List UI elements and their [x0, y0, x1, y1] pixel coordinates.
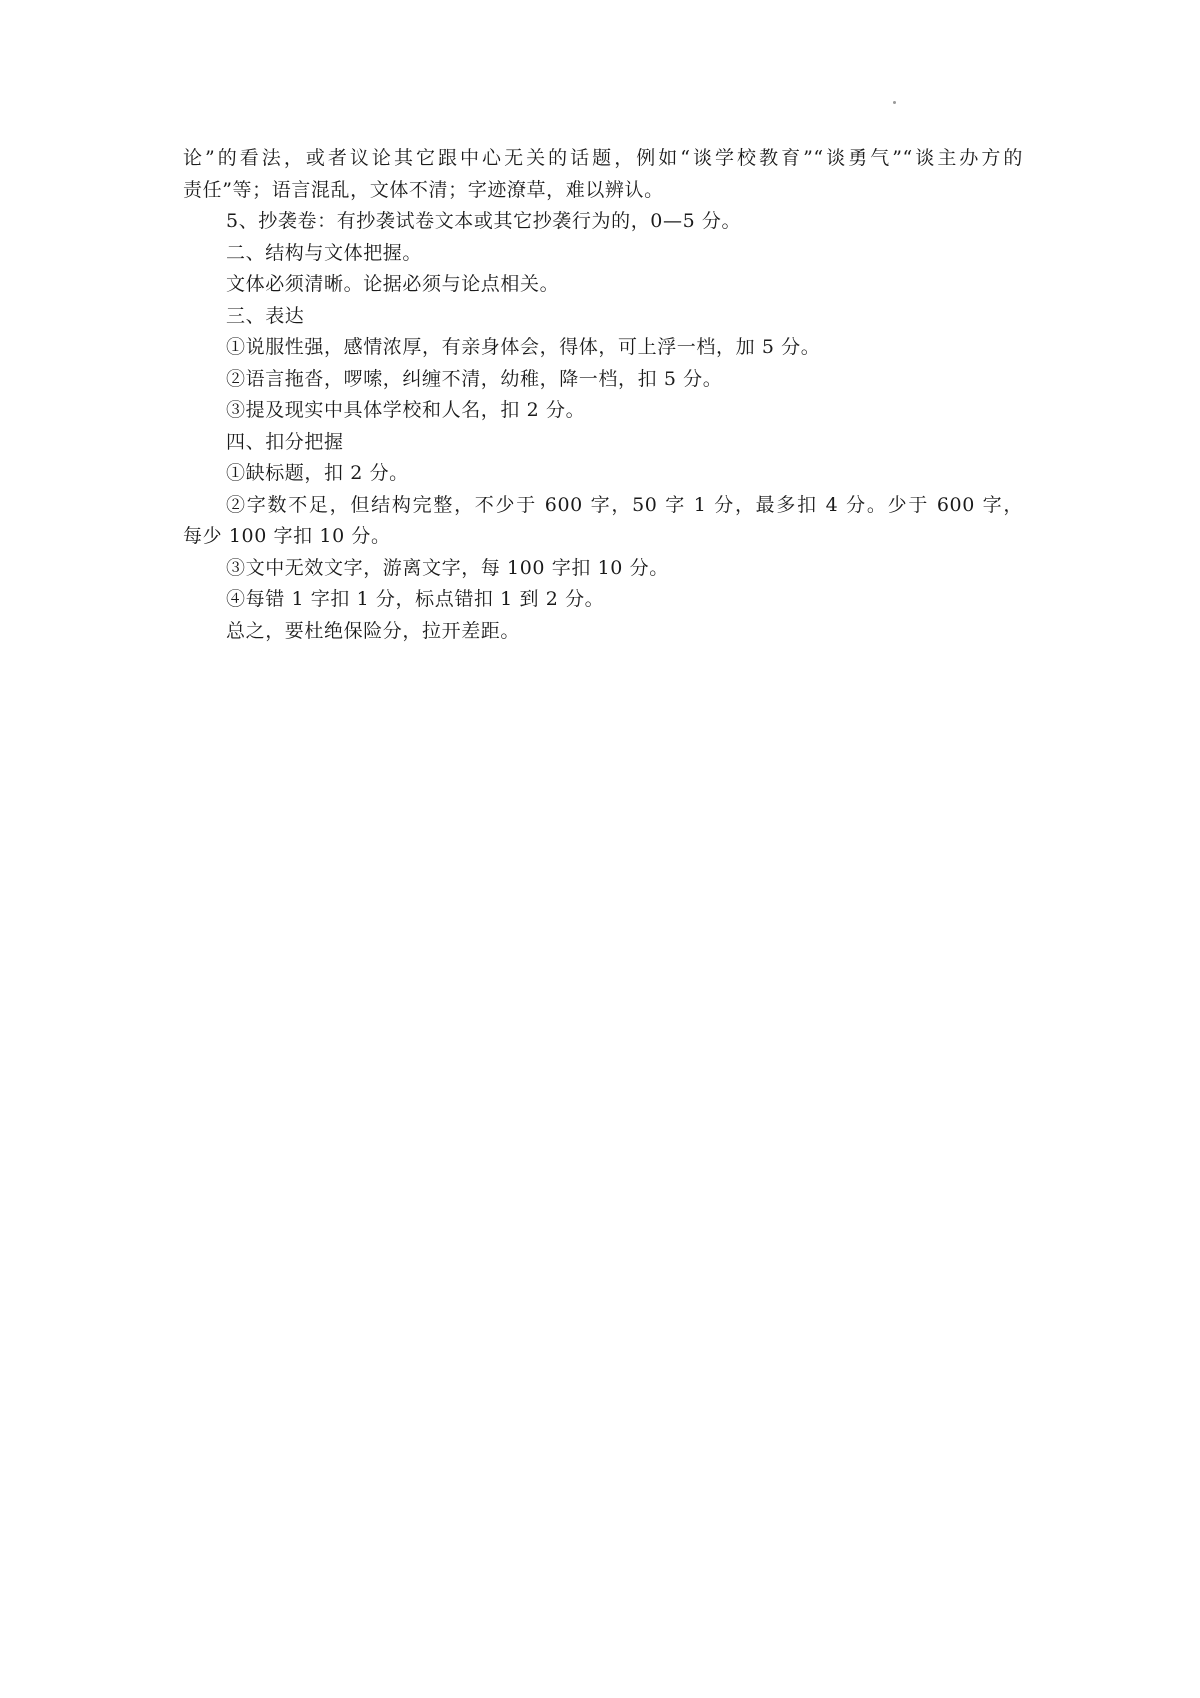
section-heading: 二、结构与文体把握。	[226, 241, 423, 264]
text-line: 论”的看法，或者议论其它跟中心无关的话题，例如“谈学校教育”“谈勇气”“谈主办方的	[183, 147, 1023, 169]
section-heading: 三、表达	[226, 304, 305, 327]
list-item: ④每错 1 字扣 1 分，标点错扣 1 到 2 分。	[226, 588, 605, 610]
text-line: 总之，要杜绝保险分，拉开差距。	[226, 619, 521, 642]
text-line: 文体必须清晰。论据必须与论点相关。	[226, 273, 560, 295]
list-item: ②字数不足，但结构完整，不少于 600 字，50 字 1 分，最多扣 4 分。少于 600 字，	[226, 493, 1023, 516]
list-item: ③文中无效文字，游离文字，每 100 字扣 10 分。	[226, 556, 669, 579]
list-item-continuation: 每少 100 字扣 10 分。	[183, 525, 391, 547]
section-heading: 四、扣分把握	[226, 430, 344, 453]
list-item: ③提及现实中具体学校和人名，扣 2 分。	[226, 399, 586, 421]
list-item: ①说服性强，感情浓厚，有亲身体会，得体，可上浮一档，加 5 分。	[226, 336, 821, 358]
page-mark	[893, 101, 896, 104]
text-line: 责任”等；语言混乱，文体不清；字迹潦草，难以辨认。	[183, 178, 664, 201]
document-body	[183, 143, 1023, 647]
list-item: ②语言拖沓，啰嗦，纠缠不清，幼稚，降一档，扣 5 分。	[226, 367, 723, 390]
text-line: 5、抄袭卷：有抄袭试卷文本或其它抄袭行为的，0—5 分。	[226, 210, 742, 232]
list-item: ①缺标题，扣 2 分。	[226, 462, 409, 484]
